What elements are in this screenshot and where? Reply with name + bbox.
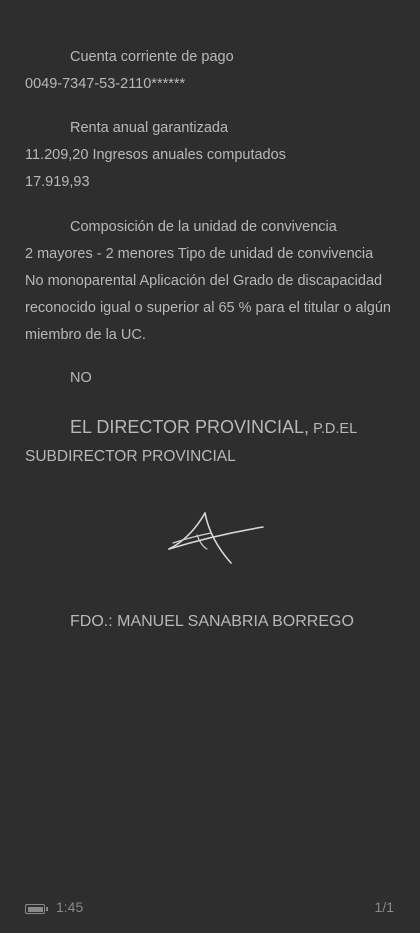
signature-image — [145, 505, 270, 575]
household-text: 2 mayores - 2 menores Tipo de unidad de convivencia No monoparental Aplicación del Grado de discapacidad reconocido igual o superior al 65 % para el titular o algún miembro de la UC. — [25, 246, 391, 343]
signed-by: FDO.: MANUEL SANABRIA BORREGO — [70, 613, 354, 630]
income-line-2: 17.919,93 — [25, 174, 90, 190]
status-bar — [0, 885, 420, 933]
signatory-title — [25, 412, 395, 444]
clock-time: 1:45 — [56, 899, 84, 915]
page-indicator: 1/1 — [374, 899, 394, 915]
signatory-title-line-2: SUBDIRECTOR PROVINCIAL — [25, 448, 236, 465]
battery-icon — [25, 904, 45, 914]
signatory-title-tail: P.D.EL — [309, 421, 358, 437]
income-label: Renta anual garantizada — [70, 120, 229, 136]
household-label: Composición de la unidad de convivencia — [70, 219, 337, 235]
income-line-1: 11.209,20 Ingresos anuales computados — [25, 147, 286, 163]
signatory-title-main: EL DIRECTOR PROVINCIAL, — [70, 417, 310, 437]
account-label: Cuenta corriente de pago — [70, 49, 234, 65]
account-value: 0049-7347-53-2110****** — [25, 76, 186, 92]
disability-answer: NO — [70, 370, 92, 386]
